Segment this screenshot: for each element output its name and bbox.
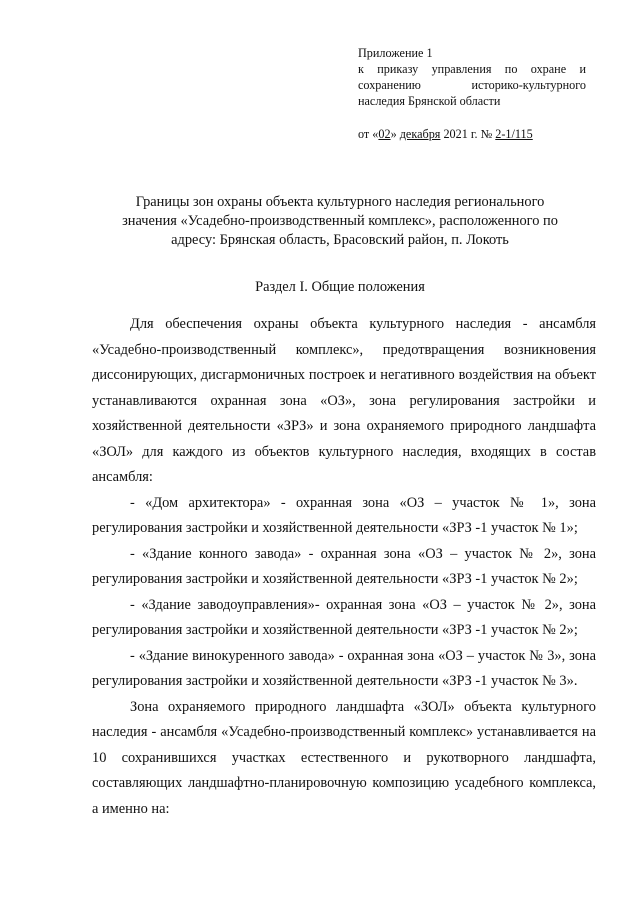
order-number: 2-1/115 bbox=[495, 127, 533, 141]
appendix-line bbox=[358, 77, 586, 93]
document-title bbox=[92, 193, 588, 250]
section-heading: Раздел I. Общие положения bbox=[255, 279, 425, 295]
paragraph: Зона охраняемого природного ландшафта «ЗОЛ» объекта культурного наследия - ансамбля «Усадебно-производственный комплекс» устанавливается на 10 сохранившихся участках естественного и рукотворного ландшафта, составляющих ландшафтно-планировочную композицию усадебного комплекса, а именно на: bbox=[92, 698, 596, 817]
list-item: - «Здание конного завода» - охранная зона «ОЗ – участок № 2», зона регулирования застройки и хозяйственной деятельности «ЗРЗ -1 участок № 2»; bbox=[92, 545, 596, 587]
appendix-title: Приложение 1 bbox=[358, 46, 433, 60]
title-line: значения «Усадебно-производственный комплекс», расположенного по bbox=[122, 213, 558, 229]
date-day: 02 bbox=[378, 127, 391, 141]
appendix-block bbox=[358, 45, 586, 142]
date-mid: » bbox=[390, 127, 400, 141]
list-item: - «Здание заводоуправления»- охранная зона «ОЗ – участок № 2», зона регулирования застройки и хозяйственной деятельности «ЗРЗ -1 участок № 2»; bbox=[92, 596, 596, 638]
title-line: Границы зон охраны объекта культурного наследия регионального bbox=[135, 194, 545, 210]
title-line: адресу: Брянская область, Брасовский район, п. Локоть bbox=[171, 232, 509, 248]
appendix-line: к приказу управления по охране и bbox=[358, 62, 586, 76]
appendix-line: наследия Брянской области bbox=[358, 94, 501, 108]
date-year: 2021 г. № bbox=[440, 127, 496, 141]
list-item: - «Здание винокуренного завода» - охранная зона «ОЗ – участок № 3», зона регулирования застройки и хозяйственной деятельности «ЗРЗ -1 участок № 3». bbox=[92, 647, 596, 689]
paragraph: Для обеспечения охраны объекта культурного наследия - ансамбля «Усадебно-производственный комплекс», предотвращения возникновения диссонирующих, дисгармоничных построек и негативного воздействия на объект устанавливаются охранная зона «ОЗ», зона регулирования застройки и хозяйственной деятельности «ЗРЗ» и зона охраняемого природного ландшафта «ЗОЛ» для каждого из объектов культурного наследия, входящих в состав ансамбля: bbox=[92, 316, 596, 485]
appendix-word: историко-культурного bbox=[471, 78, 586, 92]
order-date-line bbox=[358, 126, 586, 142]
date-month: декабря bbox=[399, 127, 441, 141]
list-item: - «Дом архитектора» - охранная зона «ОЗ – участок № 1», зона регулирования застройки и хозяйственной деятельности «ЗРЗ -1 участок № 1»; bbox=[92, 494, 596, 536]
document-body bbox=[92, 312, 596, 822]
appendix-word: сохранению bbox=[358, 78, 421, 92]
date-prefix: от « bbox=[358, 127, 379, 141]
